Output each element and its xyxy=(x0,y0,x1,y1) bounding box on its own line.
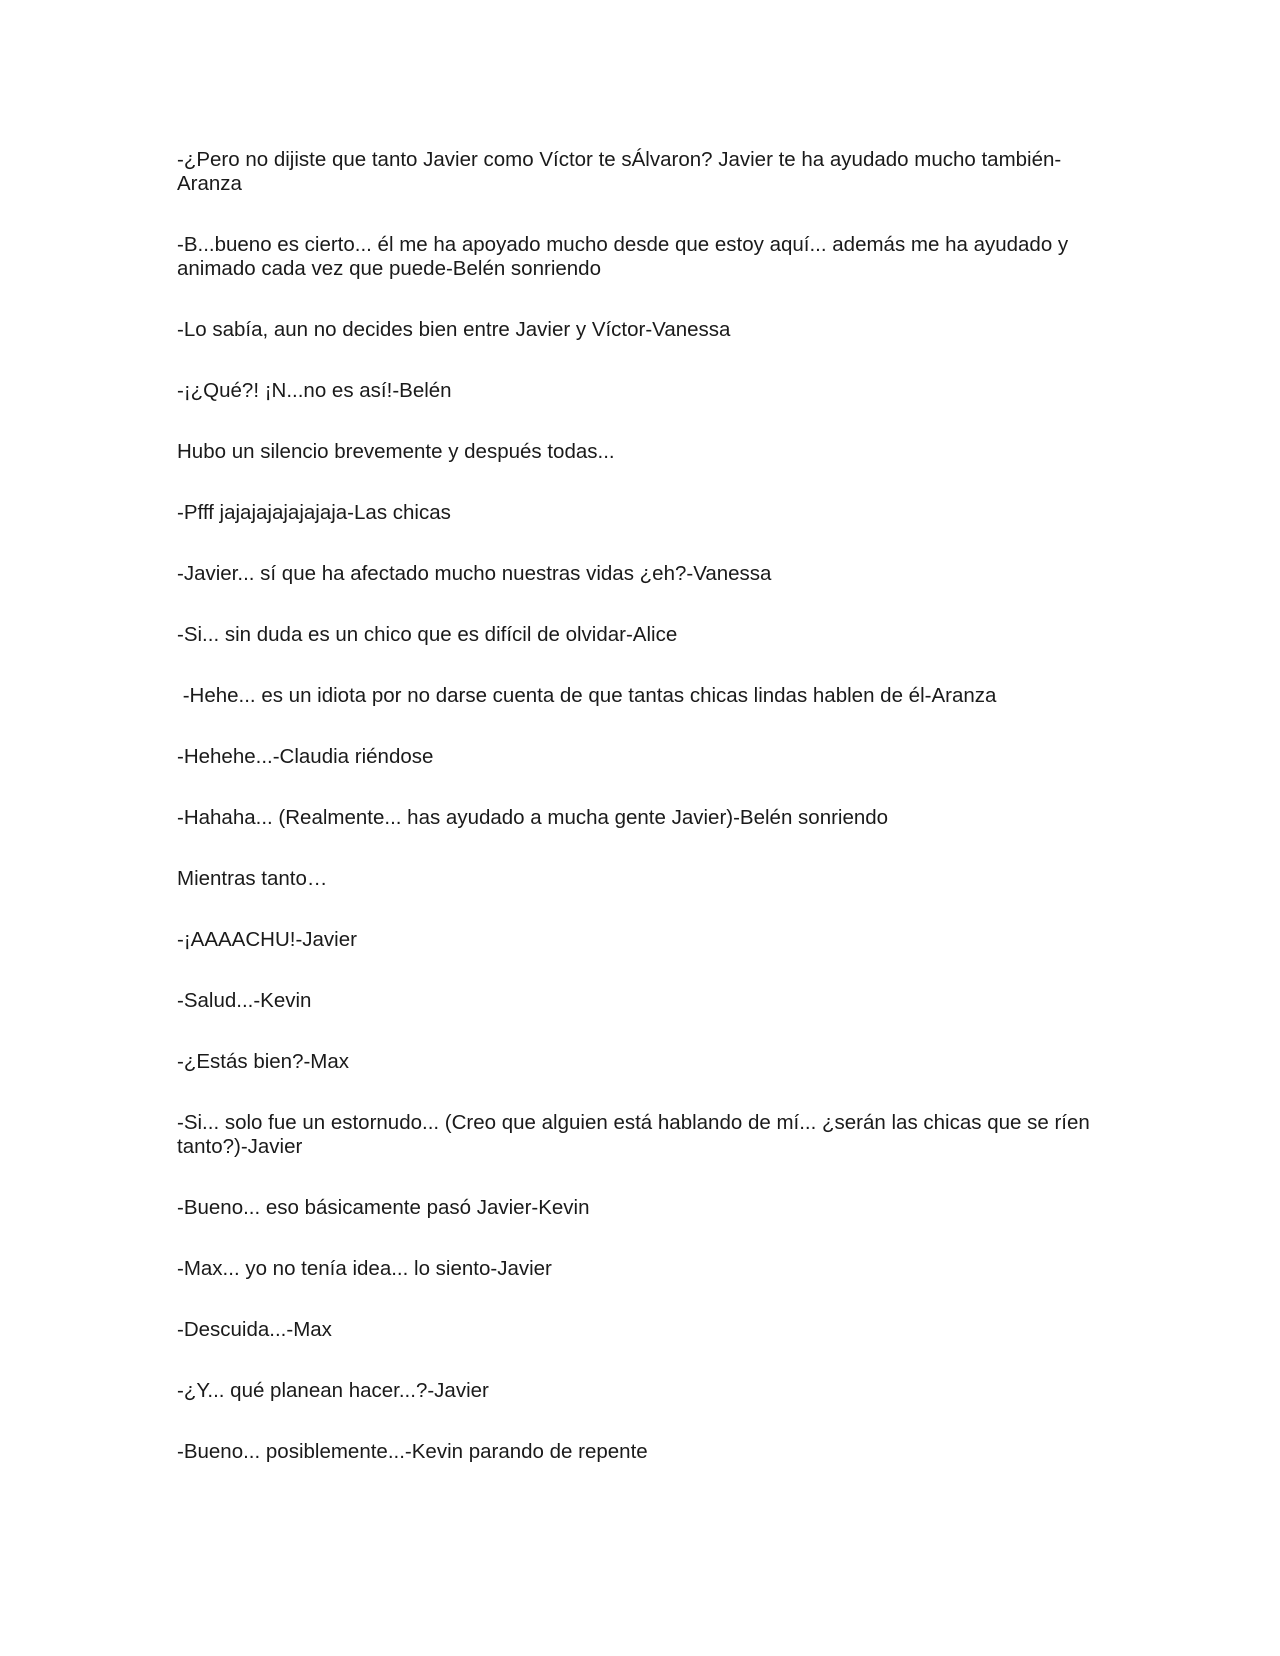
paragraph-18: -Max... yo no tenía idea... lo siento-Javier xyxy=(177,1257,552,1280)
paragraph-16: -Si... solo fue un estornudo... (Creo que alguien está hablando de mí... ¿serán las chicas que se ríen tanto?)-Javier xyxy=(177,1111,1096,1158)
paragraph-6: -Pfff jajajajajajajaja-Las chicas xyxy=(177,501,451,524)
paragraph-7: -Javier... sí que ha afectado mucho nuestras vidas ¿eh?-Vanessa xyxy=(177,562,772,585)
paragraph-17: -Bueno... eso básicamente pasó Javier-Kevin xyxy=(177,1196,590,1219)
paragraph-10: -Hehehe...-Claudia riéndose xyxy=(177,745,434,768)
paragraph-19: -Descuida...-Max xyxy=(177,1318,332,1341)
paragraph-14: -Salud...-Kevin xyxy=(177,989,312,1012)
paragraph-3: -Lo sabía, aun no decides bien entre Javier y Víctor-Vanessa xyxy=(177,318,731,341)
paragraph-2: -B...bueno es cierto... él me ha apoyado mucho desde que estoy aquí... además me ha ayudado y animado cada vez que puede-Belén sonriendo xyxy=(177,233,1074,280)
paragraph-13: -¡AAAACHU!-Javier xyxy=(177,928,357,951)
paragraph-12: Mientras tanto… xyxy=(177,867,328,890)
paragraph-1: -¿Pero no dijiste que tanto Javier como Víctor te sÁlvaron? Javier te ha ayudado mucho también-Aranza xyxy=(177,148,1062,195)
paragraph-5: Hubo un silencio brevemente y después todas... xyxy=(177,440,615,463)
paragraph-11: -Hahaha... (Realmente... has ayudado a mucha gente Javier)-Belén sonriendo xyxy=(177,806,889,829)
paragraph-9: -Hehe... es un idiota por no darse cuenta de que tantas chicas lindas hablen de él-Aranza xyxy=(177,684,997,707)
paragraph-15: -¿Estás bien?-Max xyxy=(177,1050,350,1073)
document-body xyxy=(177,148,1097,1501)
paragraph-8: -Si... sin duda es un chico que es difícil de olvidar-Alice xyxy=(177,623,678,646)
paragraph-4: -¡¿Qué?! ¡N...no es así!-Belén xyxy=(177,379,452,402)
paragraph-20: -¿Y... qué planean hacer...?-Javier xyxy=(177,1379,489,1402)
paragraph-21: -Bueno... posiblemente...-Kevin parando de repente xyxy=(177,1440,648,1463)
